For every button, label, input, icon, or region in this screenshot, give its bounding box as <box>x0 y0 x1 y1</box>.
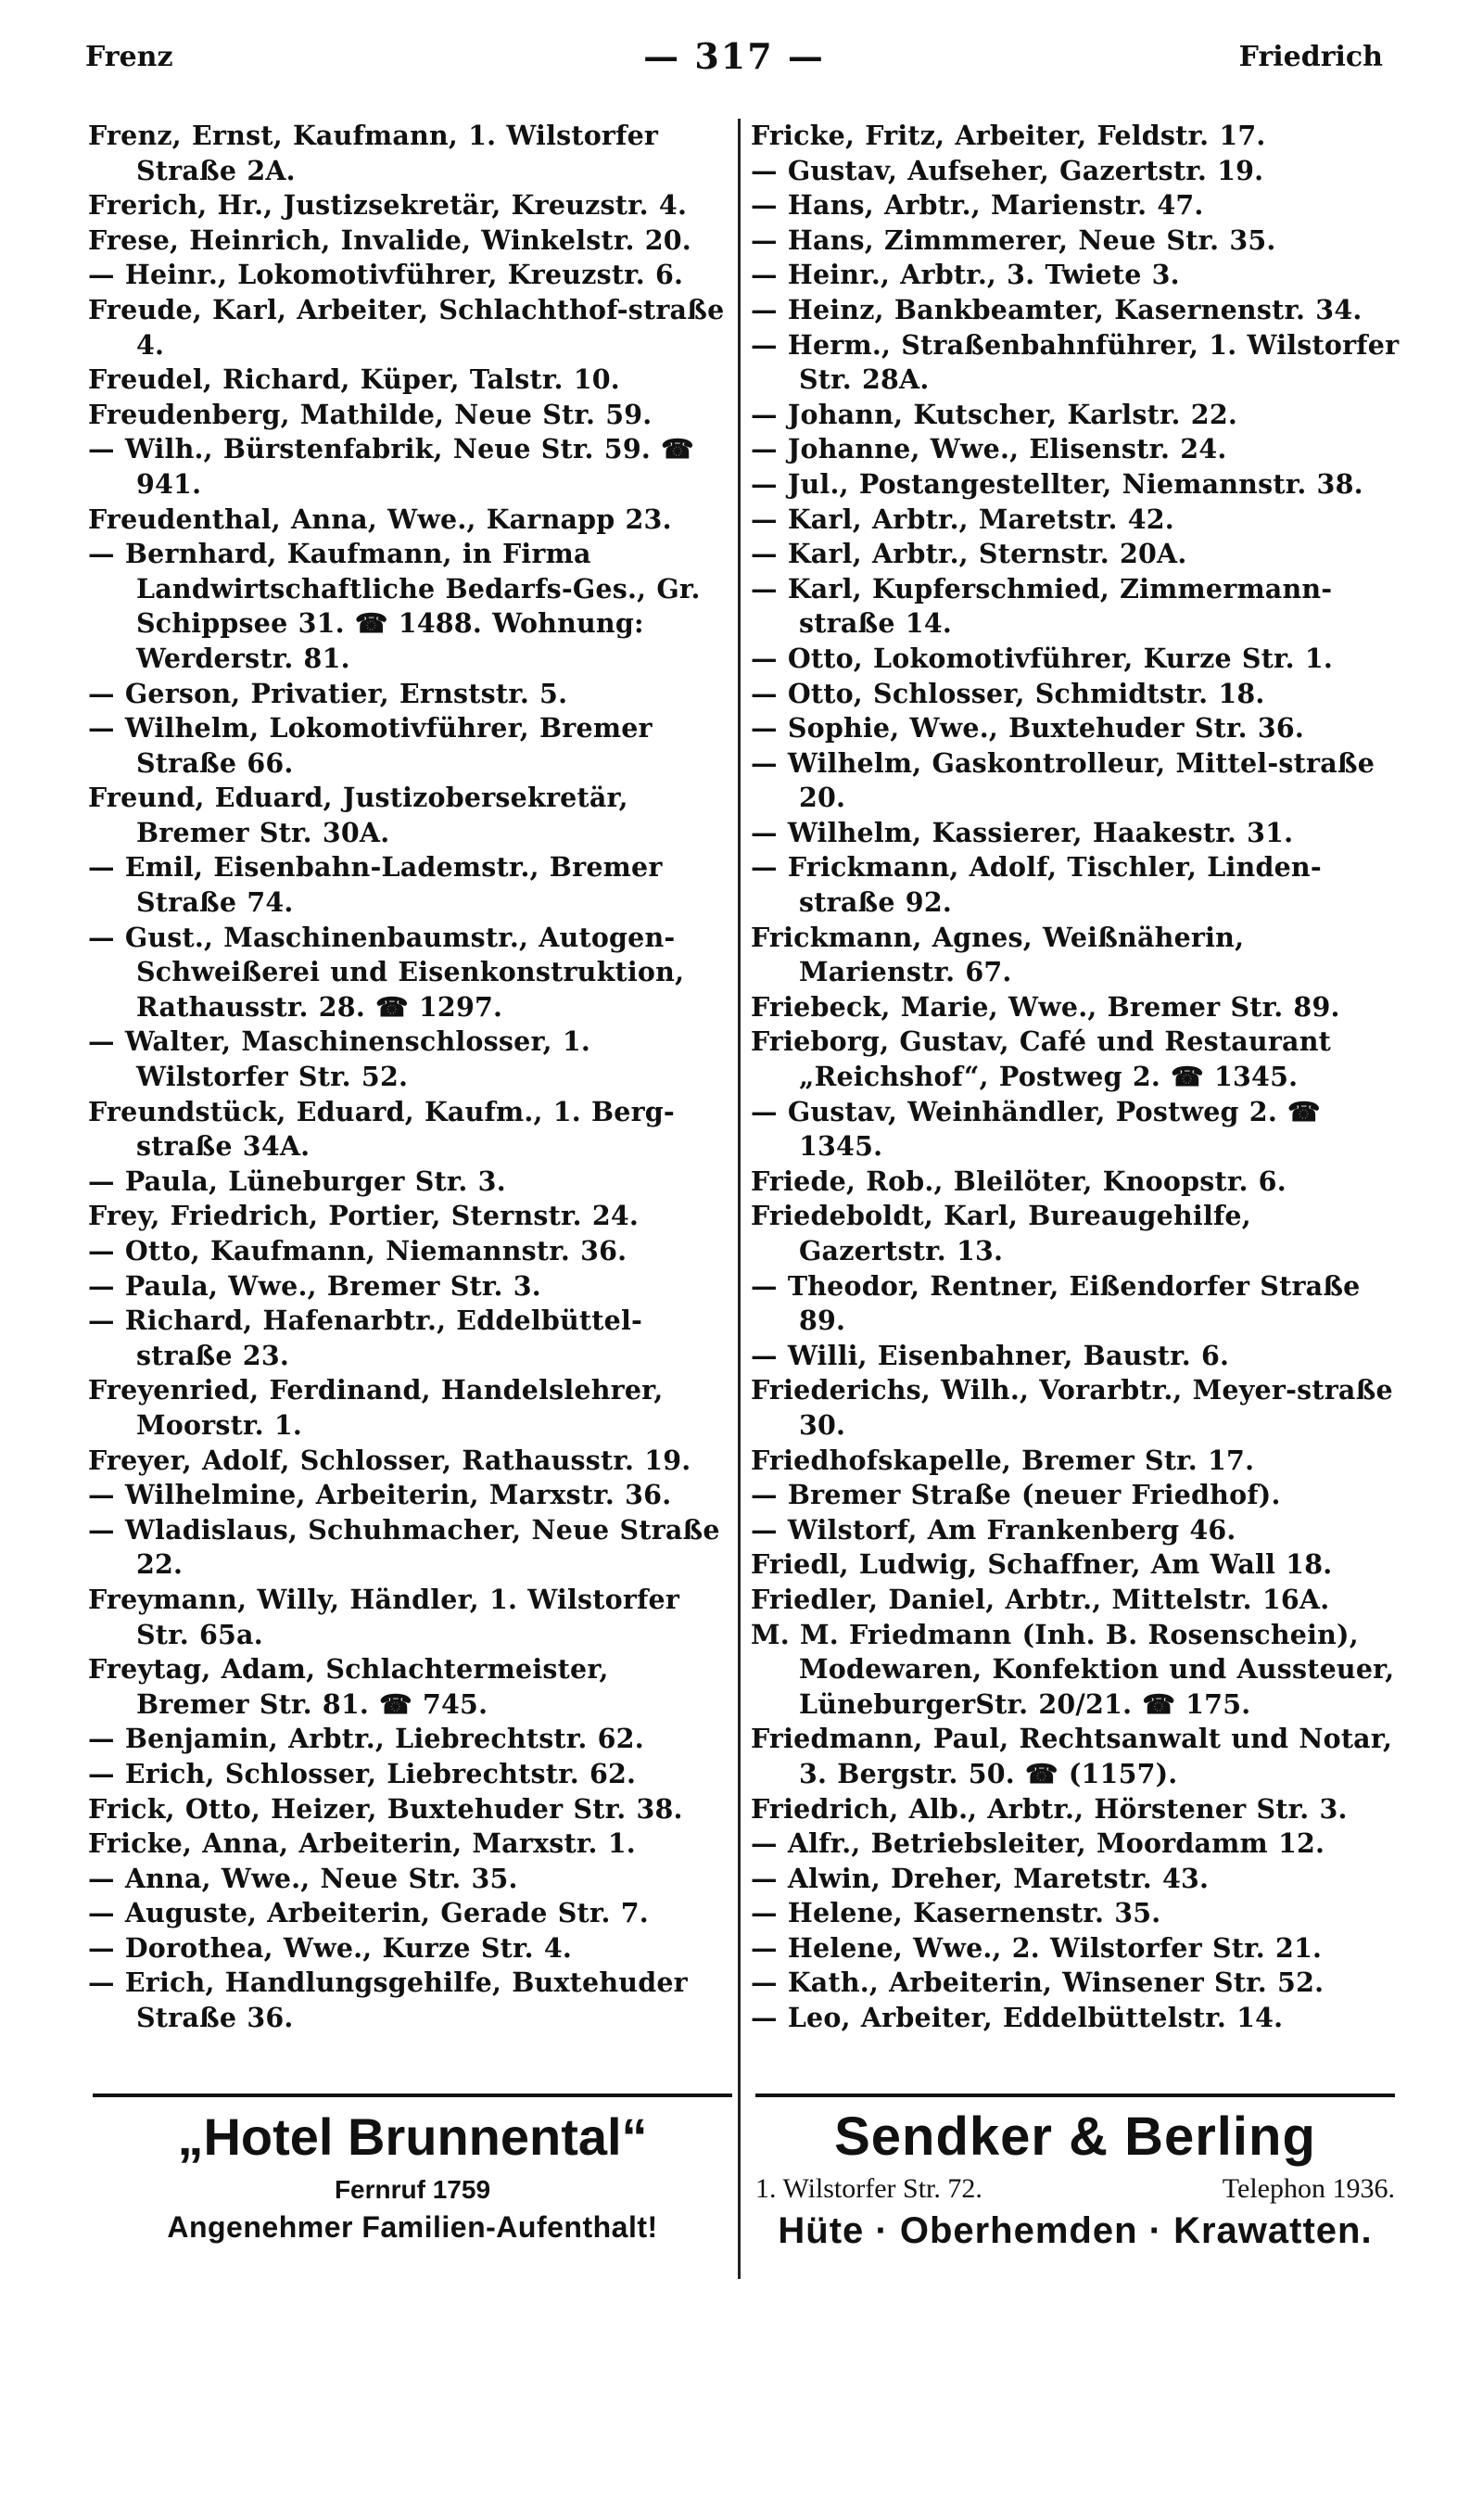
directory-entry: Freundstück, Eduard, Kaufm., 1. Berg-straße 34A. <box>88 1095 675 1163</box>
directory-entry: Frerich, Hr., Justizsekretär, Kreuzstr. 4. <box>88 189 688 222</box>
directory-entry: — Herm., Straßenbahnführer, 1. Wilstorfer Str. 28A. <box>751 328 1400 396</box>
directory-entry: Freudenberg, Mathilde, Neue Str. 59. <box>88 398 653 430</box>
directory-entry: — Helene, Wwe., 2. Wilstorfer Str. 21. <box>751 1931 1323 1964</box>
sendker-ad-contact <box>755 2171 1395 2208</box>
directory-entry: — Wilstorf, Am Frankenberg 46. <box>751 1513 1236 1546</box>
directory-entry: Fricke, Fritz, Arbeiter, Feldstr. 17. <box>751 120 1266 151</box>
header-right-keyword: Friedrich <box>1238 41 1383 73</box>
column-divider <box>738 119 741 2279</box>
directory-entry: — Erich, Schlosser, Liebrechtstr. 62. <box>88 1757 637 1789</box>
directory-entry: Freudel, Richard, Küper, Talstr. 10. <box>88 363 620 396</box>
hotel-brunnental-ad <box>93 2105 732 2245</box>
directory-entry: Frick, Otto, Heizer, Buxtehuder Str. 38. <box>88 1792 683 1825</box>
directory-entry: Frieborg, Gustav, Café und Restaurant „Reichshof“, Postweg 2. ☎ 1345. <box>751 1025 1331 1093</box>
directory-entry: Frickmann, Agnes, Weißnäherin, Marienstr. 67. <box>751 921 1245 988</box>
directory-entry: — Otto, Kaufmann, Niemannstr. 36. <box>88 1235 627 1266</box>
directory-entry: — Jul., Postangestellter, Niemannstr. 38. <box>751 467 1363 500</box>
directory-entry: Friedhofskapelle, Bremer Str. 17. <box>751 1444 1255 1476</box>
directory-entry: — Anna, Wwe., Neue Str. 35. <box>88 1862 518 1894</box>
directory-entry: — Wilhelm, Gaskontrolleur, Mittel-straße 20. <box>751 746 1375 814</box>
directory-entry: — Alwin, Dreher, Maretstr. 43. <box>751 1862 1210 1894</box>
directory-entry: Friede, Rob., Bleilöter, Knoopstr. 6. <box>751 1165 1287 1197</box>
directory-entry: — Wladislaus, Schuhmacher, Neue Straße 22. <box>88 1513 720 1581</box>
directory-entry: Friedrich, Alb., Arbtr., Hörstener Str. 3. <box>751 1792 1348 1825</box>
directory-entry: — Hans, Arbtr., Marienstr. 47. <box>751 189 1204 222</box>
page-number: — 317 — <box>643 35 825 77</box>
directory-entry: — Karl, Arbtr., Sternstr. 20A. <box>751 538 1187 570</box>
page-header <box>85 35 1383 91</box>
directory-entry: Friebeck, Marie, Wwe., Bremer Str. 89. <box>751 990 1340 1023</box>
directory-entry: — Gustav, Aufseher, Gazertstr. 19. <box>751 154 1264 186</box>
directory-entry: — Paula, Lüneburger Str. 3. <box>88 1165 506 1197</box>
directory-entry: — Richard, Hafenarbtr., Eddelbüttel-straße 23. <box>88 1305 643 1371</box>
directory-entry: — Karl, Arbtr., Maretstr. 42. <box>751 503 1174 535</box>
directory-entry: Friedler, Daniel, Arbtr., Mittelstr. 16A. <box>751 1583 1330 1615</box>
directory-entry: Freyenried, Ferdinand, Handelslehrer, Moorstr. 1. <box>88 1374 664 1441</box>
directory-entry: — Erich, Handlungsgehilfe, Buxtehuder Straße 36. <box>88 1966 688 2034</box>
directory-entry: Frenz, Ernst, Kaufmann, 1. Wilstorfer Straße 2A. <box>88 120 659 186</box>
directory-entry: — Heinr., Lokomotivführer, Kreuzstr. 6. <box>88 259 684 291</box>
directory-entry: Fricke, Anna, Arbeiterin, Marxstr. 1. <box>88 1827 636 1860</box>
directory-entry: — Walter, Maschinenschlosser, 1. Wilstorfer Str. 52. <box>88 1025 590 1093</box>
directory-entry: — Benjamin, Arbtr., Liebrechtstr. 62. <box>88 1723 644 1755</box>
sendker-ad-telephone: Telephon 1936. <box>1222 2173 1395 2204</box>
directory-entry: — Hans, Zimmmerer, Neue Str. 35. <box>751 223 1276 256</box>
directory-entry: — Wilhelmine, Arbeiterin, Marxstr. 36. <box>88 1479 672 1511</box>
directory-entry: Friederichs, Wilh., Vorarbtr., Meyer-straße 30. <box>751 1374 1393 1441</box>
directory-entry: — Bremer Straße (neuer Friedhof). <box>751 1479 1281 1511</box>
right-ad-rule <box>755 2094 1395 2097</box>
directory-entry: Friedmann, Paul, Rechtsanwalt und Notar, 3. Bergstr. 50. ☎ (1157). <box>751 1723 1393 1789</box>
hotel-ad-phone: Fernruf 1759 <box>334 2175 491 2204</box>
directory-entry: — Gust., Maschinenbaumstr., Autogen-Schweißerei und Eisenkonstruktion, Rathausstr. 28. ☎ 1297. <box>88 921 685 1023</box>
directory-entry: Freund, Eduard, Justizobersekretär, Bremer Str. 30A. <box>88 782 628 848</box>
sendker-ad-goods: Hüte · Oberhemden · Krawatten. <box>778 2210 1373 2251</box>
directory-entry: Frey, Friedrich, Portier, Sternstr. 24. <box>88 1200 640 1232</box>
directory-entry: — Helene, Kasernenstr. 35. <box>751 1897 1161 1929</box>
directory-entry: — Sophie, Wwe., Buxtehuder Str. 36. <box>751 712 1305 745</box>
sendker-ad-title: Sendker & Berling <box>834 2106 1316 2167</box>
directory-entry: — Heinr., Arbtr., 3. Twiete 3. <box>751 259 1180 291</box>
hotel-ad-title: „Hotel Brunnental“ <box>177 2107 648 2166</box>
directory-entry: — Leo, Arbeiter, Eddelbüttelstr. 14. <box>751 2002 1284 2034</box>
directory-entry: — Willi, Eisenbahner, Baustr. 6. <box>751 1339 1230 1371</box>
directory-entry: — Theodor, Rentner, Eißendorfer Straße 89. <box>751 1269 1361 1337</box>
directory-entry: Friedeboldt, Karl, Bureaugehilfe, Gazertstr. 13. <box>751 1200 1251 1266</box>
left-ad-rule <box>93 2094 732 2097</box>
directory-entry: — Frickmann, Adolf, Tischler, Linden-straße 92. <box>751 851 1322 919</box>
directory-entry: — Karl, Kupferschmied, Zimmermann-straße 14. <box>751 572 1333 640</box>
directory-entry: — Wilh., Bürstenfabrik, Neue Str. 59. ☎ 941. <box>88 433 694 500</box>
directory-entry: — Johann, Kutscher, Karlstr. 22. <box>751 398 1237 430</box>
directory-entry: Freudenthal, Anna, Wwe., Karnapp 23. <box>88 503 672 535</box>
directory-entry: — Kath., Arbeiterin, Winsener Str. 52. <box>751 1966 1325 1999</box>
directory-entry: — Bernhard, Kaufmann, in Firma Landwirtschaftliche Bedarfs-Ges., Gr. Schippsee 31. ☎ 1488. Wohnung: Werderstr. 81. <box>88 538 701 674</box>
directory-entry: Freytag, Adam, Schlachtermeister, Bremer Str. 81. ☎ 745. <box>88 1653 609 1720</box>
directory-entry: — Wilhelm, Lokomotivführer, Bremer Straße 66. <box>88 712 653 779</box>
header-left-keyword: Frenz <box>85 41 173 73</box>
sendker-berling-ad <box>755 2105 1395 2252</box>
directory-entry: — Gustav, Weinhändler, Postweg 2. ☎ 1345. <box>751 1095 1321 1163</box>
directory-entry: — Otto, Lokomotivführer, Kurze Str. 1. <box>751 642 1334 674</box>
hotel-ad-slogan: Angenehmer Familien-Aufenthalt! <box>167 2210 658 2244</box>
directory-entry: Freude, Karl, Arbeiter, Schlachthof-straße 4. <box>88 293 725 361</box>
directory-entry: — Dorothea, Wwe., Kurze Str. 4. <box>88 1931 573 1964</box>
directory-entry: — Johanne, Wwe., Elisenstr. 24. <box>751 433 1227 465</box>
directory-entry: — Wilhelm, Kassierer, Haakestr. 31. <box>751 816 1294 848</box>
directory-entry: — Gerson, Privatier, Ernststr. 5. <box>88 677 568 709</box>
directory-entry: — Otto, Schlosser, Schmidtstr. 18. <box>751 677 1265 709</box>
directory-entry: Friedl, Ludwig, Schaffner, Am Wall 18. <box>751 1548 1333 1581</box>
directory-entry: — Auguste, Arbeiterin, Gerade Str. 7. <box>88 1897 649 1929</box>
directory-entry: Frese, Heinrich, Invalide, Winkelstr. 20. <box>88 223 691 256</box>
directory-entry: Freyer, Adolf, Schlosser, Rathausstr. 19. <box>88 1444 691 1476</box>
directory-entry: M. M. Friedmann (Inh. B. Rosenschein), Modewaren, Konfektion und Aussteuer, LüneburgerStr. 20/21. ☎ 175. <box>751 1618 1395 1720</box>
directory-entry: — Paula, Wwe., Bremer Str. 3. <box>88 1269 541 1302</box>
directory-entry: — Emil, Eisenbahn-Lademstr., Bremer Straße 74. <box>88 851 663 919</box>
sendker-ad-address: 1. Wilstorfer Str. 72. <box>755 2173 982 2204</box>
directory-entry: — Alfr., Betriebsleiter, Moordamm 12. <box>751 1827 1325 1860</box>
directory-entry: — Heinz, Bankbeamter, Kasernenstr. 34. <box>751 293 1363 325</box>
directory-entry: Freymann, Willy, Händler, 1. Wilstorfer Str. 65a. <box>88 1583 680 1650</box>
